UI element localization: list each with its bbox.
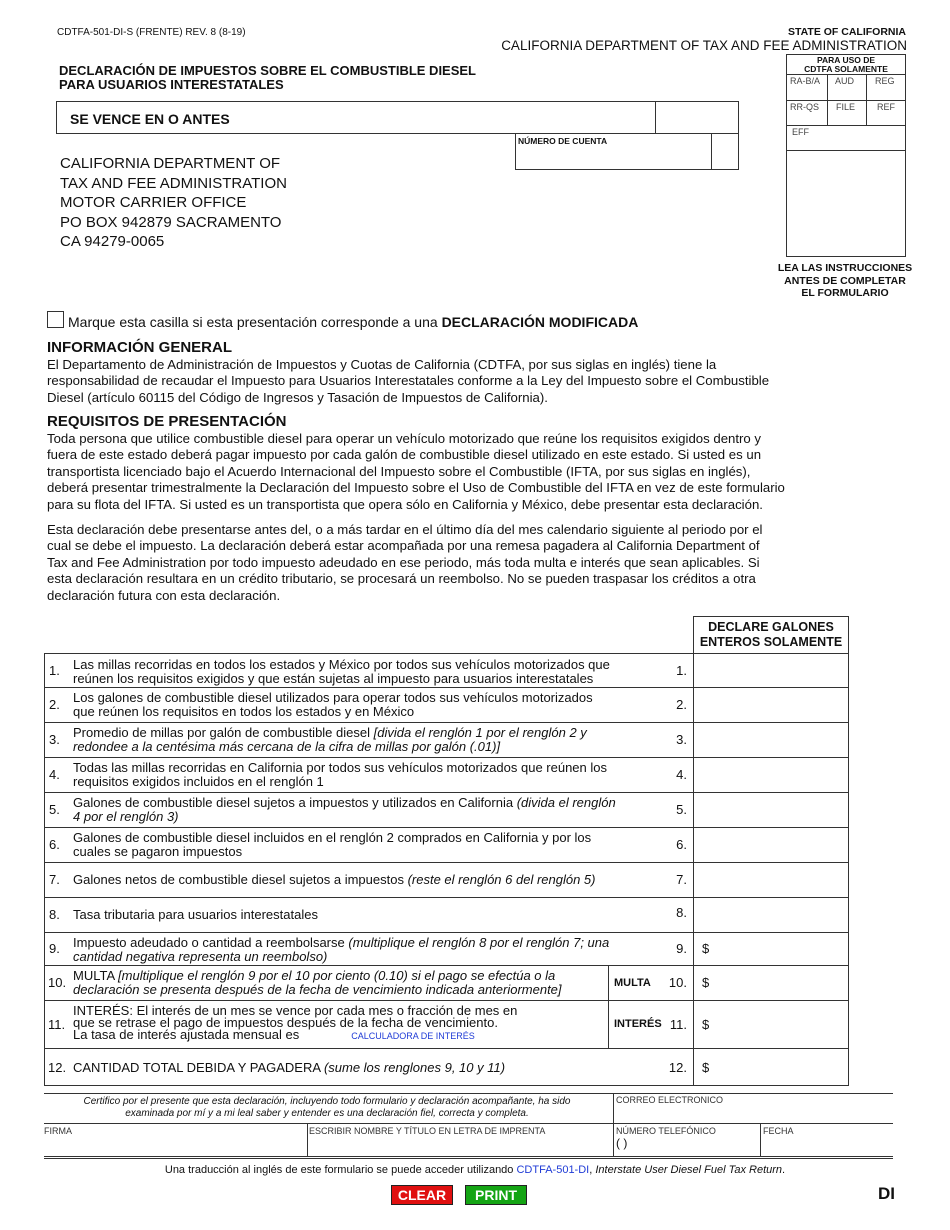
row-text: 12.: [668, 1060, 687, 1075]
gallons-column-header: DECLARE GALONES ENTEROS SOLAMENTE: [693, 616, 849, 653]
line-9-input[interactable]: [693, 933, 849, 966]
table-row: [44, 688, 693, 723]
row-text: [73, 1061, 505, 1075]
row-text: 4.: [49, 767, 60, 782]
row-text: que se retrase el pago de impuestos después de la fecha de vencimiento.: [73, 1015, 498, 1030]
due-date-box: [56, 101, 739, 134]
row-text: $: [702, 941, 710, 956]
row-text: [73, 726, 587, 740]
english-form-link[interactable]: CDTFA-501-DI: [516, 1164, 590, 1176]
email-field[interactable]: [616, 1106, 890, 1122]
row-text: Impuesto adeudado o cantidad a reembolsarse: [73, 935, 349, 950]
line-5-input[interactable]: [693, 793, 849, 828]
row-text: La tasa de interés ajustada mensual es: [73, 1027, 300, 1042]
row-text: requisitos exigidos incluidos en el renglón 1: [73, 773, 324, 789]
table-row: [44, 966, 693, 1001]
row-text: [73, 796, 616, 810]
phone-label: NÚMERO TELEFÓNICO: [616, 1126, 716, 1136]
row-text: 11.: [48, 1017, 66, 1032]
row-text: 12.: [48, 1060, 67, 1075]
footer-translation-note: Una traducción al inglés de este formulario se puede acceder utilizando CDTFA-501-DI, Interstate User Diesel Fuel Tax Return.: [164, 1164, 786, 1176]
row-text: Los galones de combustible diesel utilizados para operar todos sus vehículos motorizados: [73, 690, 593, 705]
due-divider: [655, 102, 656, 133]
table-row: [44, 758, 693, 793]
row-text: [73, 1005, 517, 1042]
row-text: declaración se presenta después de la fecha de vencimiento indicada anteriormente]: [73, 981, 562, 997]
row-text: 9.: [49, 941, 60, 956]
row-text: [73, 873, 595, 887]
interest-calculator-link[interactable]: CALCULADORA DE INTERÉS: [351, 1031, 475, 1041]
line-7-input[interactable]: [693, 863, 849, 898]
row-text: 6.: [676, 837, 687, 852]
line-11-input[interactable]: [693, 1001, 849, 1049]
row-text: $: [702, 975, 710, 990]
filing-req-para2: Esta declaración debe presentarse antes del, o a más tardar en el último día del mes calendario siguiente al periodo por el cual se debe el impuesto. La declaración deberá estar acompañada por una remesa pagadera al California Department of Tax and Fee Administration por todo impuesto adeudado en ese periodo, más toda multa e interés que sean aplicables. Si esta declaración resultara en un crédito tributario, se procesará un reembolso. No se pueden traspasar los créditos a otra declaración futura con esta declaración.: [47, 522, 763, 603]
row-text: 3.: [49, 732, 60, 747]
state-label: STATE OF CALIFORNIA: [787, 26, 906, 38]
row-text: [73, 831, 591, 858]
row-text: CANTIDAD TOTAL DEBIDA Y PAGADERA: [73, 1060, 324, 1075]
row-text: (multiplique el renglón 8 por el renglón 7; una: [348, 935, 610, 950]
date-field[interactable]: [763, 1137, 891, 1154]
office-cell-rab: RA-B/A: [790, 76, 821, 86]
line-6-input[interactable]: [693, 828, 849, 863]
office-cell-reg: REG: [875, 76, 895, 86]
name-title-field[interactable]: [310, 1137, 610, 1154]
row-text: que reúnen los requisitos en todos los estados y en México: [73, 703, 415, 719]
table-row: [44, 933, 693, 966]
line-2-input[interactable]: [693, 688, 849, 723]
office-cell-eff: EFF: [792, 127, 809, 137]
line-8-input[interactable]: [693, 898, 849, 933]
row-text: [73, 969, 562, 983]
row-text: 8.: [676, 905, 687, 920]
line-1-input[interactable]: [693, 653, 849, 688]
form-code-di: DI: [878, 1184, 895, 1203]
filing-req-para1: Toda persona que utilice combustible diesel para operar un vehículo motorizado que reúne los requisitos exigidos dentro y fuera de este estado deberá pagar impuesto por cada galón de combustible diesel utilizado en este estado. Si usted es un transportista licenciado bajo el Acuerdo Internacional del Impuesto sobre el Combustible (IFTA, por sus siglas en inglés), deberá presentar trimestralmente la Declaración del Impuesto sobre el Uso de Combustible del IFTA en vez de este formulario para su flota del IFTA. Si usted es un transportista que opera sólo en California y México, debe presentar esta declaración.: [47, 431, 785, 512]
row-text: Galones de combustible diesel incluidos en el renglón 2 comprados en California y por los: [73, 830, 592, 845]
row-text: 5.: [676, 802, 687, 817]
row-text: Galones netos de combustible diesel sujetos a impuestos: [73, 872, 408, 887]
row-text: 7.: [49, 872, 60, 887]
row-text: Promedio de millas por galón de combustible diesel: [73, 725, 374, 740]
table-row: [44, 898, 693, 933]
row-text: Galones de combustible diesel sujetos a impuestos y utilizados en California: [73, 795, 517, 810]
row-text: (sume los renglones 9, 10 y 11): [323, 1060, 506, 1075]
row-text: 10.: [668, 975, 687, 990]
row-text: [608, 1001, 609, 1048]
row-text: $: [702, 1017, 710, 1032]
phone-field[interactable]: ( ): [616, 1136, 628, 1150]
row-text: redondee a la centésima más cercana de la cifra de millas por galón (.01)]: [73, 738, 501, 754]
line-4-input[interactable]: [693, 758, 849, 793]
row-text: reúnen los requisitos exigidos y que están sujetas al impuesto para usuarios interestatales: [73, 670, 594, 686]
row-text: [73, 796, 616, 823]
row-text: 6.: [49, 837, 60, 852]
form-title: DECLARACIÓN DE IMPUESTOS SOBRE EL COMBUSTIBLE DIESEL PARA USUARIOS INTERESTATALES: [59, 63, 477, 92]
form-id: CDTFA-501-DI-S (FRENTE) REV. 8 (8-19): [57, 27, 246, 38]
account-divider: [711, 134, 712, 169]
print-button[interactable]: PRINT: [465, 1185, 527, 1205]
table-row: [44, 1001, 693, 1049]
row-text: INTERÉS: El interés de un mes se vence por cada mes o fracción de mes en: [73, 1003, 518, 1018]
row-text: 4 por el renglón 3): [73, 808, 179, 824]
table-row: [44, 828, 693, 863]
row-text: 1.: [676, 663, 687, 678]
date-label: FECHA: [763, 1126, 794, 1136]
email-label: CORREO ELECTRONICO: [616, 1095, 724, 1105]
general-info-heading: INFORMACIÓN GENERAL: [47, 339, 232, 356]
amended-checkbox[interactable]: [47, 311, 64, 328]
due-date-field[interactable]: [657, 104, 737, 132]
table-row: [44, 793, 693, 828]
row-text: [73, 658, 610, 685]
instructions-note: LEA LAS INSTRUCCIONES ANTES DE COMPLETAR EL FORMULARIO: [777, 262, 913, 299]
row-text: $: [702, 1060, 710, 1075]
office-cell-rrqs: RR-QS: [790, 102, 819, 112]
row-text: Todas las millas recorridas en California por todos sus vehículos motorizados que reúnen los: [73, 760, 607, 775]
account-number-field[interactable]: [520, 148, 708, 166]
general-info-text: El Departamento de Administración de Impuestos y Cuotas de California (CDTFA, por sus siglas en inglés) tiene la responsabilidad de recaudar el Impuesto para Usuarios Interestatales conforme a la Ley del Impuesto sobre el Combustible Diesel (artículo 60115 del Código de Ingresos y Tasación de Impuestos de California).: [47, 357, 770, 405]
signature-field[interactable]: [46, 1137, 304, 1154]
row-text: 3.: [676, 732, 687, 747]
signature-label: FIRMA: [44, 1126, 72, 1136]
table-row: [44, 1049, 693, 1086]
row-text: Las millas recorridas en todos los estados y México por todos sus vehículos motorizados que: [73, 657, 610, 672]
row-text: [73, 936, 609, 950]
row-text: 11.: [669, 1017, 687, 1032]
office-cell-file: FILE: [836, 102, 856, 112]
row-text: MULTA: [73, 968, 119, 983]
row-text: 1.: [49, 663, 60, 678]
row-text: [73, 936, 609, 963]
line-10-input[interactable]: [693, 966, 849, 1001]
row-text: 4.: [676, 767, 687, 782]
row-text: [73, 761, 607, 788]
row-text: [73, 726, 587, 753]
row-text: 9.: [676, 941, 687, 956]
line-3-input[interactable]: [693, 723, 849, 758]
row-text: [multiplique el renglón 9 por el 10 por ciento (0.10) si el pago se efectúa o la: [118, 968, 556, 983]
row-text: 7.: [676, 872, 687, 887]
table-row: [44, 863, 693, 898]
row-text: (divida el renglón: [516, 795, 616, 810]
due-date-label: SE VENCE EN O ANTES: [70, 111, 230, 127]
row-text: [73, 969, 562, 996]
row-text: 10.: [48, 975, 67, 990]
account-number-label: NÚMERO DE CUENTA: [518, 136, 608, 146]
sig-top-rule: [44, 1093, 893, 1094]
penalty-label: MULTA: [614, 977, 651, 989]
interest-label: INTERÉS: [614, 1018, 662, 1030]
row-text: 8.: [49, 907, 60, 922]
row-text: [divida el renglón 1 por el renglón 2 y: [373, 725, 587, 740]
row-text: 2.: [49, 697, 60, 712]
account-number-box: [515, 134, 739, 170]
row-text: [608, 966, 609, 1000]
table-row: [44, 653, 693, 688]
line-12-input[interactable]: [693, 1049, 849, 1086]
row-text: [73, 691, 593, 718]
row-text: (reste el renglón 6 del renglón 5): [407, 872, 596, 887]
clear-button[interactable]: CLEAR: [391, 1185, 453, 1205]
certification-text: Certifico por el presente que esta declaración, incluyendo todo formulario y declaración acompañante, ha sido examinada por mí y a mi leal saber y entender es una declaración fiel, correcta y completa.: [83, 1096, 571, 1119]
office-cell-ref: REF: [877, 102, 895, 112]
filing-req-heading: REQUISITOS DE PRESENTACIÓN: [47, 413, 287, 430]
row-text: Tasa tributaria para usuarios interestatales: [73, 907, 318, 922]
row-text: 2.: [676, 697, 687, 712]
department-label: CALIFORNIA DEPARTMENT OF TAX AND FEE ADMINISTRATION: [501, 38, 907, 53]
row-text: cantidad negativa representa un reembolso): [73, 948, 328, 964]
amended-label: Marque esta casilla si esta presentación corresponde a una DECLARACIÓN MODIFICADA: [68, 314, 639, 330]
row-text: cuales se pagaron impuestos: [73, 843, 243, 859]
sig-mid-rule: [44, 1123, 893, 1124]
name-title-label: ESCRIBIR NOMBRE Y TÍTULO EN LETRA DE IMPRENTA: [309, 1126, 546, 1136]
office-use-title: PARA USO DE CDTFA SOLAMENTE: [804, 55, 888, 74]
office-cell-aud: AUD: [835, 76, 855, 86]
office-use-box: [786, 54, 906, 257]
table-row: [44, 723, 693, 758]
row-text: [73, 1029, 517, 1042]
row-text: 5.: [49, 802, 60, 817]
mailing-address: CALIFORNIA DEPARTMENT OF TAX AND FEE ADMINISTRATION MOTOR CARRIER OFFICE PO BOX 942879 SACRAMENTO CA 94279-0065: [60, 155, 287, 250]
